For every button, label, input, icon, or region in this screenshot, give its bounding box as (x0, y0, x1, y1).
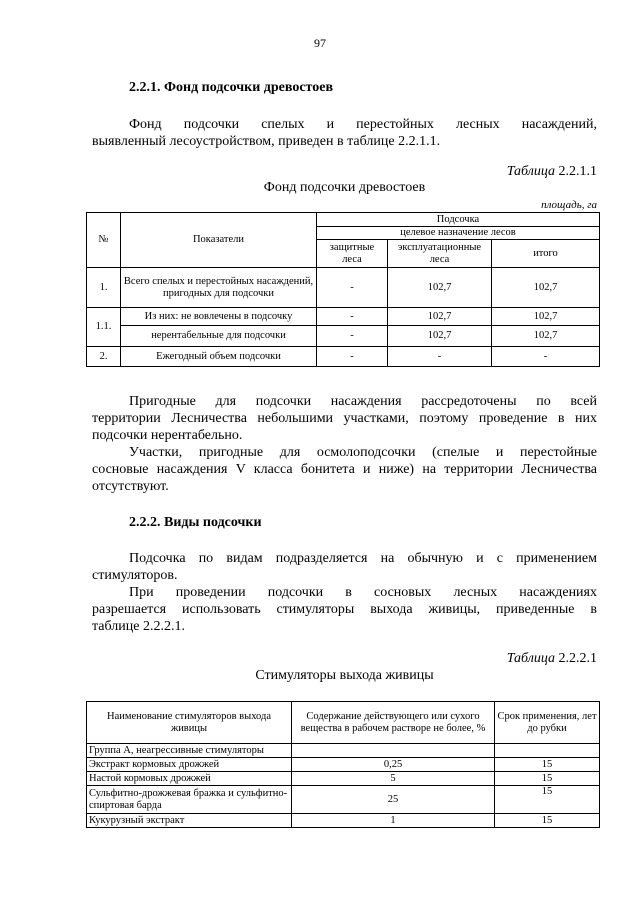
cell-total: 102,7 (492, 326, 600, 347)
cell-content (292, 744, 495, 758)
paragraph-types (92, 550, 597, 635)
cell-name: Настой кормовых дрожжей (87, 772, 292, 786)
tapping-fund-table (86, 212, 600, 367)
cell-term: 15 (495, 814, 600, 828)
text-line: территории Лесничества небольшими участками, поэтому проведение в них (92, 411, 597, 426)
caption-word: Таблица (506, 164, 555, 179)
table-row (87, 744, 600, 758)
header-name: Наименование стимуляторов выхода живицы (87, 702, 292, 744)
cell-name: Всего спелых и перестойных насаждений, пригодных для подсочки (121, 268, 317, 308)
cell-term (495, 744, 600, 758)
table-row (87, 772, 600, 786)
table-caption (400, 651, 597, 667)
cell-name: Сульфитно-дрожжевая бражка и сульфитно-спиртовая барда (87, 786, 292, 814)
text-line: Фонд подсочки спелых и перестойных лесных насаждений, (129, 117, 597, 132)
cell-protective: - (317, 347, 388, 367)
cell-name: Группа А, неагрессивные стимуляторы (87, 744, 292, 758)
table-header-row (87, 702, 600, 744)
text-line: При проведении подсочки в сосновых лесных насаждениях (129, 585, 597, 600)
text-line: сосновые насаждения V класса бонитета и ниже) на территории Лесничества (92, 462, 597, 477)
paragraph-fund-intro (92, 116, 597, 150)
cell-exploitation: 102,7 (388, 268, 492, 308)
table-row (87, 786, 600, 814)
text-line: выявленный лесоустройством, приведен в таблице 2.2.1.1. (92, 134, 441, 149)
header-exploitation: эксплуатационные леса (388, 240, 492, 268)
caption-number: 2.2.1.1 (558, 164, 597, 179)
cell-exploitation: 102,7 (388, 326, 492, 347)
cell-content: 5 (292, 772, 495, 786)
cell-term: 15 (495, 786, 600, 814)
table-title: Стимуляторы выхода живицы (255, 668, 434, 683)
table-caption (400, 164, 597, 180)
header-indicators: Показатели (121, 213, 317, 268)
cell-term: 15 (495, 758, 600, 772)
cell-content: 0,25 (292, 758, 495, 772)
cell-protective: - (317, 326, 388, 347)
table-row (87, 326, 600, 347)
cell-total: 102,7 (492, 268, 600, 308)
cell-no: 2. (87, 347, 121, 367)
paragraph-resin-tapping (92, 444, 597, 495)
table-title: Фонд подсочки древостоев (263, 180, 426, 195)
text-line: разрешается использовать стимуляторы выхода живицы, приведенные в (92, 602, 597, 617)
text-line: Участки, пригодные для осмолоподсочки (спелые и перестойные (129, 445, 597, 460)
table-row (87, 308, 600, 326)
cell-term: 15 (495, 772, 600, 786)
paragraph-distribution (92, 393, 597, 444)
text-line: Пригодные для подсочки насаждения рассредоточены по всей (129, 394, 597, 409)
header-total: итого (492, 240, 600, 268)
cell-content: 25 (292, 786, 495, 814)
cell-name: Из них: не вовлечены в подсочку (121, 308, 317, 326)
table-row (87, 758, 600, 772)
cell-exploitation: 102,7 (388, 308, 492, 326)
table-row (87, 268, 600, 308)
cell-protective: - (317, 268, 388, 308)
cell-no: 1.1. (87, 308, 121, 347)
cell-name: Ежегодный объем подсочки (121, 347, 317, 367)
cell-exploitation: - (388, 347, 492, 367)
text-line: стимуляторов. (92, 568, 178, 583)
text-line: отсутствуют. (92, 479, 169, 494)
table-row (87, 347, 600, 367)
text-line: таблице 2.2.2.1. (92, 619, 185, 634)
text-line: Подсочка по видам подразделяется на обычную и с применением (129, 551, 597, 566)
section-heading-fund: 2.2.1. Фонд подсочки древостоев (129, 80, 334, 95)
caption-word: Таблица (506, 651, 555, 666)
cell-name: нерентабельные для подсочки (121, 326, 317, 347)
table-header-row (87, 213, 600, 227)
header-purpose: целевое назначение лесов (317, 227, 600, 240)
page-number: 97 (314, 36, 326, 50)
text-line: подсочки нерентабельно. (92, 428, 243, 443)
stimulators-table (86, 701, 600, 828)
cell-total: 102,7 (492, 308, 600, 326)
cell-no: 1. (87, 268, 121, 308)
cell-name: Кукурузный экстракт (87, 814, 292, 828)
table-row (87, 814, 600, 828)
caption-number: 2.2.2.1 (558, 651, 597, 666)
header-tapping: Подсочка (317, 213, 600, 227)
header-term: Срок применения, лет до рубки (495, 702, 600, 744)
cell-protective: - (317, 308, 388, 326)
cell-content: 1 (292, 814, 495, 828)
table-unit: площадь, га (541, 199, 597, 211)
header-content: Содержание действующего или сухого вещества в рабочем растворе не более, % (292, 702, 495, 744)
header-no: № (87, 213, 121, 268)
cell-name: Экстракт кормовых дрожжей (87, 758, 292, 772)
header-protective: защитные леса (317, 240, 388, 268)
section-heading-types: 2.2.2. Виды подсочки (129, 515, 262, 530)
cell-total: - (492, 347, 600, 367)
